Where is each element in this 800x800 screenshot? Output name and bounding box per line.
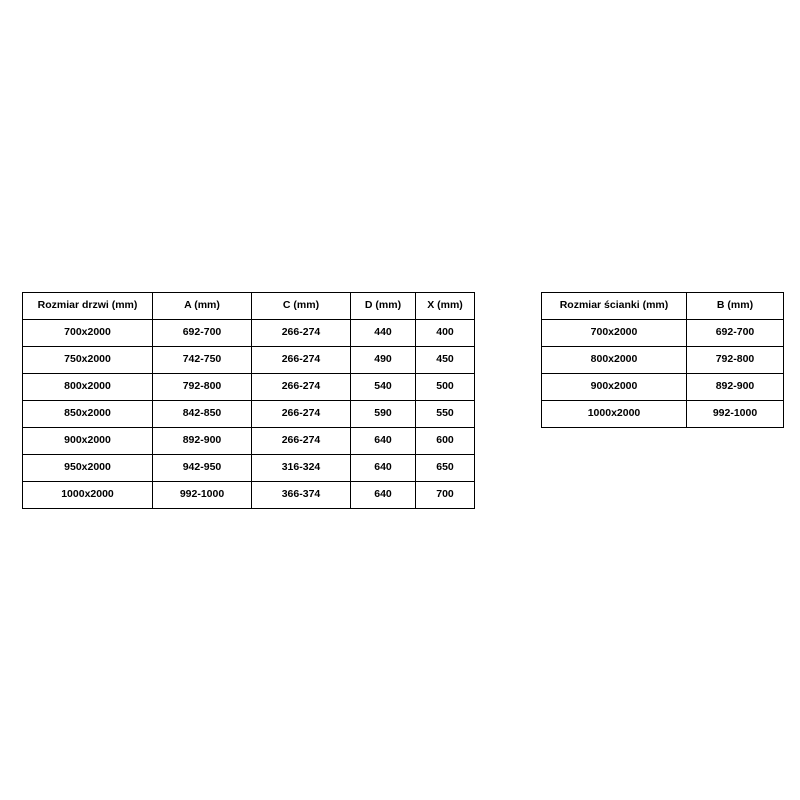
cell-door-size: 750x2000	[23, 347, 153, 374]
cell-d: 490	[351, 347, 416, 374]
cell-d: 440	[351, 320, 416, 347]
cell-d: 540	[351, 374, 416, 401]
cell-wall-size: 900x2000	[542, 374, 687, 401]
cell-x: 700	[416, 482, 475, 509]
cell-c: 266-274	[252, 428, 351, 455]
table-row	[542, 401, 784, 428]
table-row	[542, 374, 784, 401]
doors-dimensions-table	[22, 292, 475, 509]
table-row	[542, 347, 784, 374]
cell-x: 500	[416, 374, 475, 401]
wall-dimensions-table	[541, 292, 784, 428]
cell-c: 266-274	[252, 401, 351, 428]
cell-door-size: 850x2000	[23, 401, 153, 428]
cell-door-size: 800x2000	[23, 374, 153, 401]
table-header-row	[542, 293, 784, 320]
table-row	[23, 401, 475, 428]
table-row	[23, 374, 475, 401]
cell-a: 792-800	[153, 374, 252, 401]
cell-wall-size: 800x2000	[542, 347, 687, 374]
cell-b: 792-800	[687, 347, 784, 374]
cell-door-size: 950x2000	[23, 455, 153, 482]
table-row	[23, 428, 475, 455]
table-row	[542, 320, 784, 347]
table-row	[23, 455, 475, 482]
table-row	[23, 320, 475, 347]
cell-c: 366-374	[252, 482, 351, 509]
column-header-door-size: Rozmiar drzwi (mm)	[23, 293, 153, 320]
table-row	[23, 347, 475, 374]
cell-c: 316-324	[252, 455, 351, 482]
column-header-c: C (mm)	[252, 293, 351, 320]
table-row	[23, 482, 475, 509]
column-header-wall-size: Rozmiar ścianki (mm)	[542, 293, 687, 320]
cell-x: 550	[416, 401, 475, 428]
column-header-a: A (mm)	[153, 293, 252, 320]
cell-x: 650	[416, 455, 475, 482]
cell-wall-size: 1000x2000	[542, 401, 687, 428]
column-header-d: D (mm)	[351, 293, 416, 320]
cell-d: 640	[351, 428, 416, 455]
cell-x: 450	[416, 347, 475, 374]
cell-door-size: 1000x2000	[23, 482, 153, 509]
column-header-b: B (mm)	[687, 293, 784, 320]
column-header-x: X (mm)	[416, 293, 475, 320]
cell-a: 942-950	[153, 455, 252, 482]
cell-b: 992-1000	[687, 401, 784, 428]
cell-d: 640	[351, 455, 416, 482]
cell-door-size: 700x2000	[23, 320, 153, 347]
cell-b: 692-700	[687, 320, 784, 347]
cell-a: 892-900	[153, 428, 252, 455]
tables-container	[22, 292, 782, 509]
cell-x: 400	[416, 320, 475, 347]
cell-door-size: 900x2000	[23, 428, 153, 455]
cell-b: 892-900	[687, 374, 784, 401]
cell-a: 742-750	[153, 347, 252, 374]
cell-d: 590	[351, 401, 416, 428]
cell-wall-size: 700x2000	[542, 320, 687, 347]
cell-a: 842-850	[153, 401, 252, 428]
cell-d: 640	[351, 482, 416, 509]
table-header-row	[23, 293, 475, 320]
cell-a: 692-700	[153, 320, 252, 347]
cell-c: 266-274	[252, 347, 351, 374]
cell-c: 266-274	[252, 320, 351, 347]
cell-c: 266-274	[252, 374, 351, 401]
cell-x: 600	[416, 428, 475, 455]
cell-a: 992-1000	[153, 482, 252, 509]
